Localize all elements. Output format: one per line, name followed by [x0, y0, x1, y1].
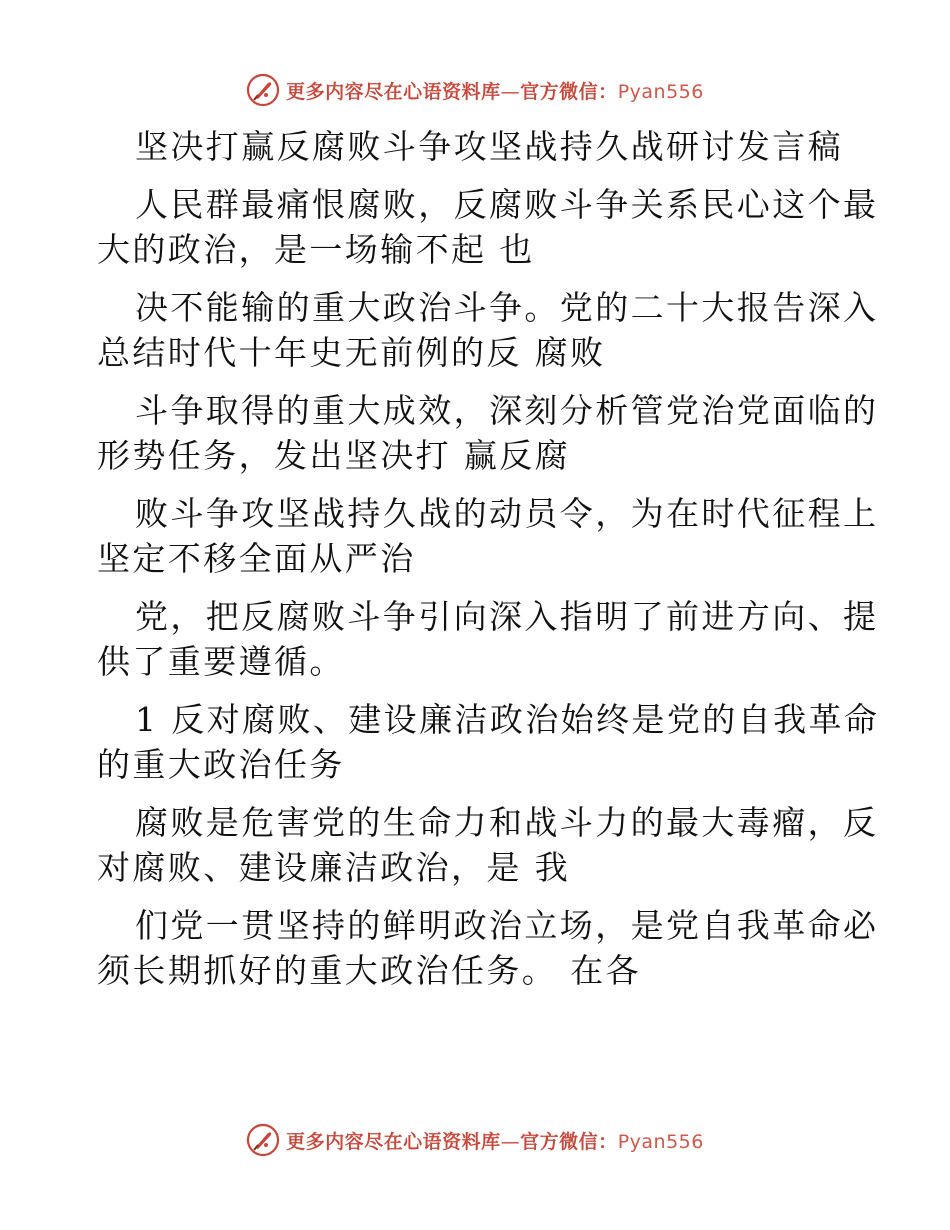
text-line: 败斗争攻坚战持久战的动员令，为在时代征程上 — [135, 494, 879, 533]
section-heading-continued: 的重大政治任务 — [97, 745, 345, 784]
watermark-separator: — — [500, 1130, 521, 1153]
text-line: 须长期抓好的重大政治任务。 在各 — [97, 951, 641, 990]
watermark-text — [286, 77, 704, 104]
text-line: 们党一贯坚持的鲜明政治立场，是党自我革命必 — [135, 906, 879, 945]
text-line: 形势任务，发出坚决打 赢反腐 — [97, 436, 571, 475]
text-line: 对腐败、建设廉洁政治，是 我 — [97, 848, 571, 887]
quill-pen-circle-icon — [246, 1123, 280, 1157]
text-line: 斗争取得的重大成效，深刻分析管党治党面临的 — [135, 391, 879, 430]
watermark-account-label: 官方微信： — [520, 1130, 618, 1153]
quill-pen-circle-icon — [246, 73, 280, 107]
header-watermark — [0, 70, 950, 110]
text-line: 供了重要遵循。 — [97, 642, 345, 681]
text-line: 坚定不移全面从严治 — [97, 539, 416, 578]
watermark-main: 更多内容尽在心语资料库 — [286, 80, 501, 103]
document-body — [97, 124, 880, 993]
text-line: 党，把反腐败斗争引向深入指明了前进方向、提 — [135, 597, 879, 636]
watermark-text — [286, 1127, 704, 1154]
text-line: 总结时代十年史无前例的反 腐败 — [97, 333, 606, 372]
watermark-account-label: 官方微信： — [520, 80, 618, 103]
footer-watermark — [0, 1120, 950, 1160]
text-line: 大的政治，是一场输不起 也 — [97, 230, 535, 269]
section-heading: 1 反对腐败、建设廉洁政治始终是党的自我革命 — [135, 700, 880, 739]
watermark-separator: — — [500, 80, 521, 103]
watermark-account-id: Pyan556 — [617, 80, 704, 103]
text-line: 人民群最痛恨腐败，反腐败斗争关系民心这个最 — [135, 185, 879, 224]
document-title: 坚决打赢反腐败斗争攻坚战持久战研讨发言稿 — [135, 127, 843, 166]
watermark-main: 更多内容尽在心语资料库 — [286, 1130, 501, 1153]
watermark-account-id: Pyan556 — [617, 1130, 704, 1153]
text-line: 决不能输的重大政治斗争。党的二十大报告深入 — [135, 288, 879, 327]
text-line: 腐败是危害党的生命力和战斗力的最大毒瘤，反 — [135, 803, 879, 842]
